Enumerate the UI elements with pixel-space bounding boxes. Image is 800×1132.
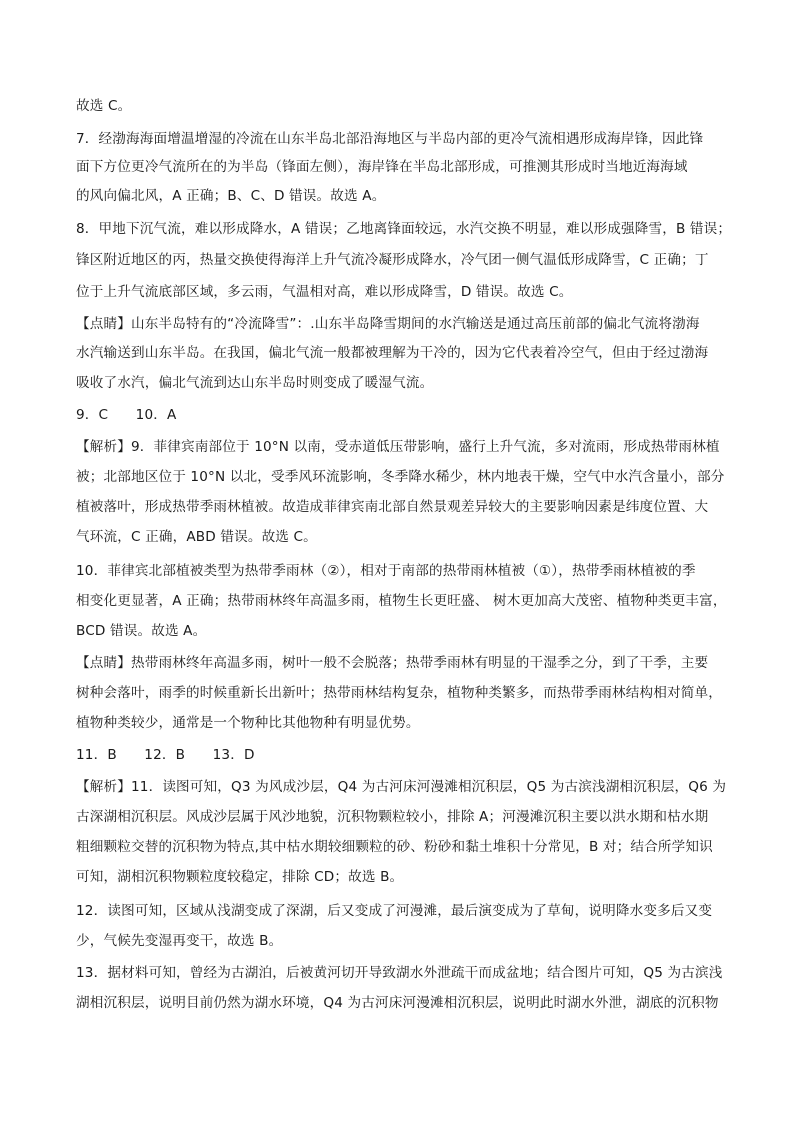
text-line: 7．经渤海海面增温增湿的冷流在山东半岛北部沿海地区与半岛内部的更冷气流相遇形成海岸锋，因此锋: [76, 131, 704, 147]
text-line: 故选 C。: [76, 98, 132, 114]
text-line: 湖相沉积层，说明目前仍然为湖水环境，Q4 为古河床河漫滩相沉积层，说明此时湖水外泄，湖底的沉积物: [76, 995, 719, 1011]
text-line: 面下方位更冷气流所在的为半岛（锋面左侧），海岸锋在半岛北部形成，可推测其形成时当地近海海域: [76, 159, 688, 175]
text-line: 10．菲律宾北部植被类型为热带季雨林（②），相对于南部的热带雨林植被（①），热带季雨林植被的季: [76, 563, 696, 579]
text-line: 相变化更显著，A 正确；热带雨林终年高温多雨，植物生长更旺盛、 树木更加高大茂密、植物种类更丰富，: [76, 593, 727, 609]
text-line: 可知，湖相沉积物颗粒度较稳定，排除 CD；故选 B。: [76, 869, 404, 885]
text-line: BCD 错误。故选 A。: [76, 623, 207, 639]
text-line: 水汽输送到山东半岛。在我国，偏北气流一般都被理解为干冷的，因为它代表着冷空气，但由于经过渤海: [76, 345, 709, 361]
text-line: 气环流，C 正确，ABD 错误。故选 C。: [76, 529, 317, 545]
text-line: 【解析】11．读图可知，Q3 为风成沙层，Q4 为古河床河漫滩相沉积层，Q5 为古滨浅湖相沉积层，Q6 为: [76, 779, 727, 795]
text-line: 8．甲地下沉气流，难以形成降水，A 错误；乙地离锋面较远，水汽交换不明显，难以形成强降雪，B 错误；: [76, 221, 732, 237]
text-line: 吸收了水汽，偏北气流到达山东半岛时则变成了暖湿气流。: [76, 375, 434, 391]
text-line: 9．C 10．A: [76, 407, 177, 423]
text-line: 粗细颗粒交替的沉积物为特点,其中枯水期较细颗粒的砂、粉砂和黏土堆积十分常见，B 对；结合所学知识: [76, 839, 713, 855]
text-line: 12．读图可知，区域从浅湖变成了深湖，后又变成了河漫滩，最后演变成为了草甸，说明降水变多后又变: [76, 903, 713, 919]
text-line: 被；北部地区位于 10°N 以北，受季风环流影响，冬季降水稀少，林内地表干燥，空气中水汽含量小，部分: [76, 469, 725, 485]
text-line: 【点睛】热带雨林终年高温多雨，树叶一般不会脱落；热带季雨林有明显的干湿季之分，到了干季，主要: [76, 655, 709, 671]
text-line: 【点睛】山东半岛特有的“冷流降雪”：.山东半岛降雪期间的水汽输送是通过高压前部的偏北气流将渤海: [76, 316, 700, 332]
text-line: 【解析】9．菲律宾南部位于 10°N 以南，受赤道低压带影响，盛行上升气流，多对流雨，形成热带雨林植: [76, 439, 720, 455]
text-line: 位于上升气流底部区域，多云雨，气温相对高，难以形成降雪，D 错误。故选 C。: [76, 284, 573, 300]
text-line: 古深湖相沉积层。风成沙层属于风沙地貌，沉积物颗粒较小，排除 A；河漫滩沉积主要以洪水期和枯水期: [76, 809, 709, 825]
text-line: 11．B 12．B 13．D: [76, 747, 255, 763]
text-line: 少，气候先变湿再变干，故选 B。: [76, 933, 283, 949]
text-line: 植物种类较少，通常是一个物种比其他物种有明显优势。: [76, 715, 420, 731]
text-line: 13．据材料可知，曾经为古湖泊，后被黄河切开导致湖水外泄疏干而成盆地；结合图片可知，Q5 为古滨浅: [76, 965, 723, 981]
text-line: 树种会落叶，雨季的时候重新长出新叶；热带雨林结构复杂，植物种类繁多，而热带季雨林结构相对简单，: [76, 685, 722, 701]
text-line: 的风向偏北风，A 正确；B、C、D 错误。故选 A。: [76, 188, 386, 204]
text-line: 植被落叶，形成热带季雨林植被。故造成菲律宾南北部自然景观差异较大的主要影响因素是纬度位置、大: [76, 499, 709, 515]
text-line: 锋区附近地区的丙，热量交换使得海洋上升气流冷凝形成降水，冷气团一侧气温低形成降雪，C 正确；丁: [76, 252, 709, 268]
